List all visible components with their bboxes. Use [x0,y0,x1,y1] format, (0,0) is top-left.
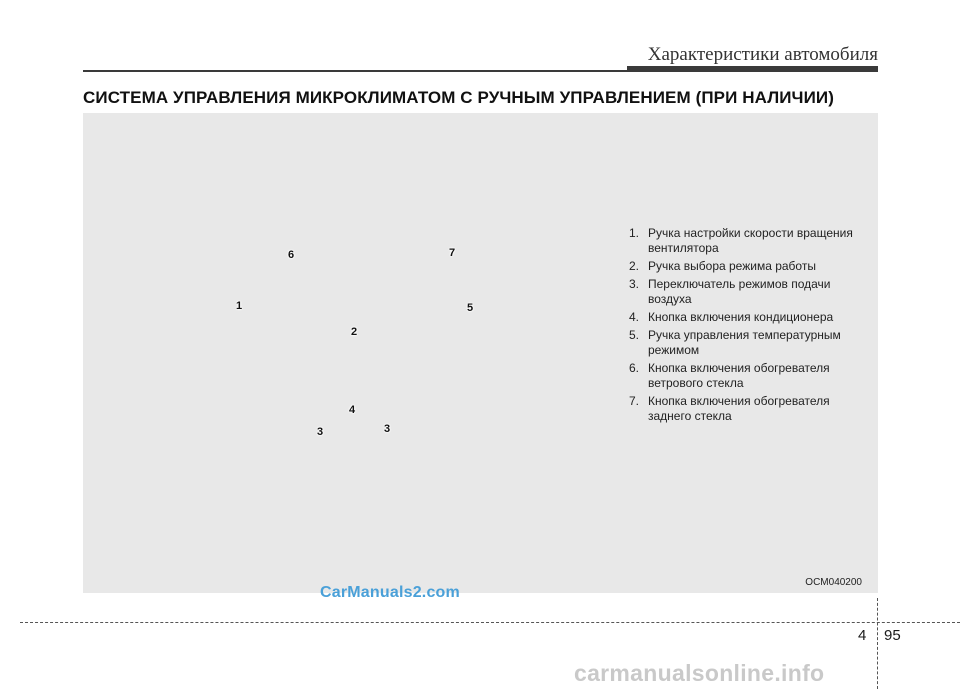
legend-list [629,226,869,427]
page-title: СИСТЕМА УПРАВЛЕНИЯ МИКРОКЛИМАТОМ С РУЧНЫМ УПРАВЛЕНИЕМ (ПРИ НАЛИЧИИ) [83,88,834,107]
legend-item: 5. Ручка управления температурным режимом [629,328,841,357]
legend-item: 3. Переключатель режимов подачи воздуха [629,277,831,306]
section-header: Характеристики автомобиля [647,44,878,65]
legend-item: 4. Кнопка включения кондиционера [629,310,834,324]
page-number: 95 [884,627,901,644]
callout-3-left: 3 [317,426,324,438]
legend-item: 6. Кнопка включения обогревателя ветрового стекла [629,361,830,390]
site-watermark: carmanualsonline.info [574,660,825,686]
callout-6: 6 [288,249,295,261]
callout-2: 2 [351,326,358,338]
figure-code: OCM040200 [805,577,862,588]
climate-control-figure [83,113,878,593]
footer-divider [20,622,960,623]
header-rule-accent [627,66,878,72]
legend-item: 7. Кнопка включения обогревателя заднего стекла [629,394,830,423]
legend-item: 2. Ручка выбора режима работы [629,259,816,273]
callout-4: 4 [349,404,356,416]
footer-divider-vertical [877,598,878,689]
callout-5: 5 [467,302,474,314]
legend-item: 1. Ручка настройки скорости вращения вентилятора [629,226,853,255]
chapter-number: 4 [858,627,867,644]
callout-7: 7 [449,247,456,259]
callout-3-right: 3 [384,423,391,435]
callout-1: 1 [236,300,243,312]
watermark-link[interactable]: CarManuals2.com [320,584,460,601]
